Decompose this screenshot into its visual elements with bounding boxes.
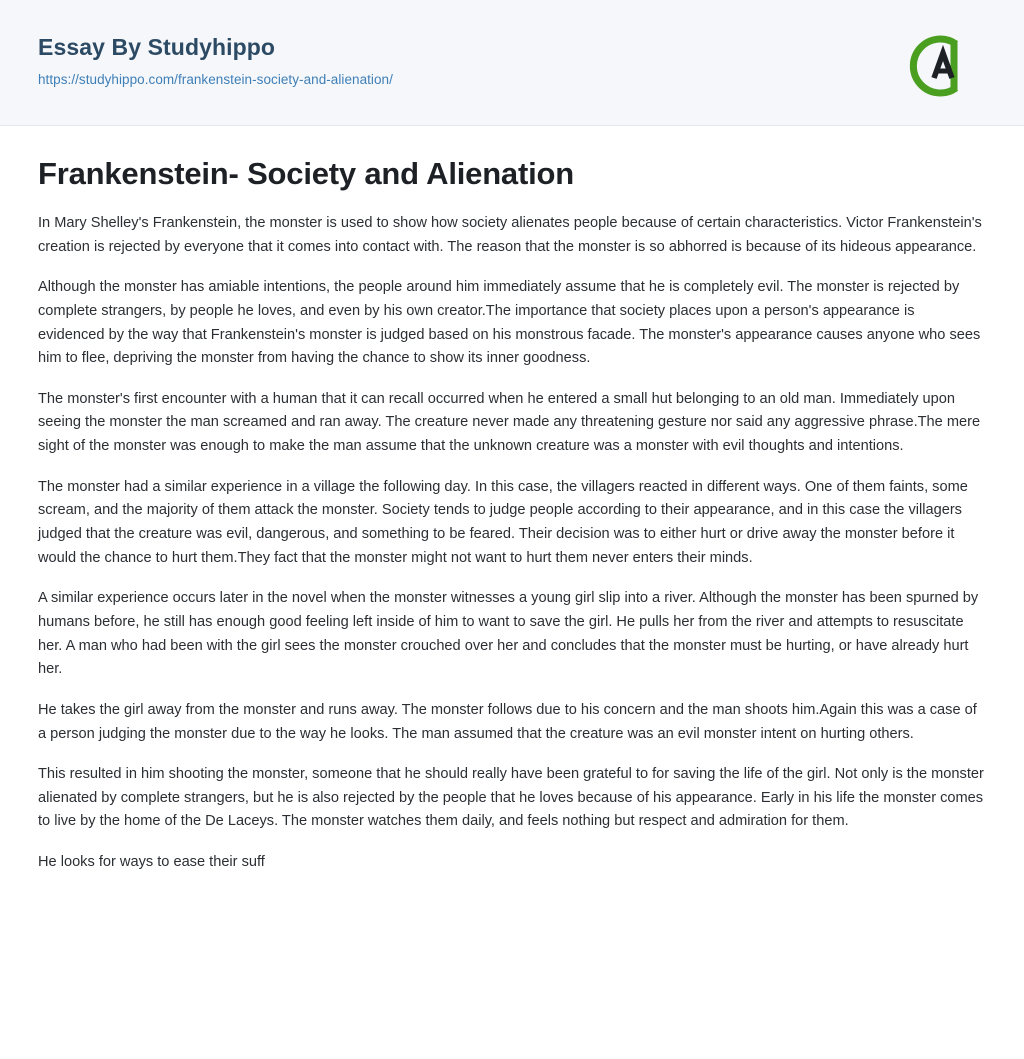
article-paragraph: A similar experience occurs later in the novel when the monster witnesses a young girl slip into a river. Although the monster has been spurned by humans before, he still has enough good feeling left inside of him to want to save the girl. He pulls her from the river and attempts to resuscitate her. A man who had been with the girl sees the monster crouched over her and concludes that the monster must be hurting, or have already hurt her.: [38, 590, 979, 678]
studyhippo-a-logo-icon: [898, 30, 970, 102]
article-paragraph: The monster had a similar experience in a village the following day. In this case, the villagers reacted in different ways. One of them faints, some scream, and the majority of them attack the monster. Society tends to judge people according to their appearance, and in this case the villagers judged that the creature was evil, dangerous, and something to be feared. Their decision was to either hurt or drive away the monster before it would the chance to hurt them.They fact that the monster might not want to hurt them never enters their minds.: [38, 478, 968, 566]
article-paragraph: Although the monster has amiable intentions, the people around him immediately assume that he is completely evil. The monster is rejected by complete strangers, by people he loves, and even by his own creator.The importance that society places upon a person's appearance is evidenced by the way that Frankenstein's monster is judged based on his monstrous facade. The monster's appearance causes anyone who sees him to flee, depriving the monster from having the chance to show its inner goodness.: [38, 279, 981, 367]
article-paragraph: He looks for ways to ease their suff: [38, 854, 265, 871]
article-paragraph: This resulted in him shooting the monster, someone that he should really have been grateful to for saving the life of the girl. Not only is the monster alienated by complete strangers, but he is also rejected by the people that he loves because of his appearance. Early in his life the monster comes to live by the home of the De Laceys. The monster watches them daily, and feels nothing but respect and admiration for them.: [38, 766, 984, 830]
article-url-link[interactable]: https://studyhippo.com/frankenstein-society-and-alienation/: [38, 72, 393, 87]
article-paragraph: He takes the girl away from the monster and runs away. The monster follows due to his concern and the man shoots him.Again this was a case of a person judging the monster due to the way he looks. The man assumed that the creature was an evil monster intent on hurting others.: [38, 701, 977, 742]
article-paragraph: The monster's first encounter with a human that it can recall occurred when he entered a small hut belonging to an old man. Immediately upon seeing the monster the man screamed and ran away. The creature never made any threatening gesture nor said any aggressive phrase.The mere sight of the monster was enough to make the man assume that the unknown creature was a monster with evil thoughts and intentions.: [38, 390, 981, 455]
article-body: [0, 126, 1024, 875]
page-title: Frankenstein- Society and Alienation: [38, 156, 574, 191]
brand-block: [38, 36, 393, 87]
site-header: [0, 0, 1024, 126]
site-brand-title: Essay By Studyhippo: [38, 34, 276, 60]
article-paragraph: In Mary Shelley's Frankenstein, the monster is used to show how society alienates people because of certain characteristics. Victor Frankenstein's creation is rejected by everyone that it comes into contact with. The reason that the monster is so abhorred is because of its hideous appearance.: [38, 215, 982, 255]
